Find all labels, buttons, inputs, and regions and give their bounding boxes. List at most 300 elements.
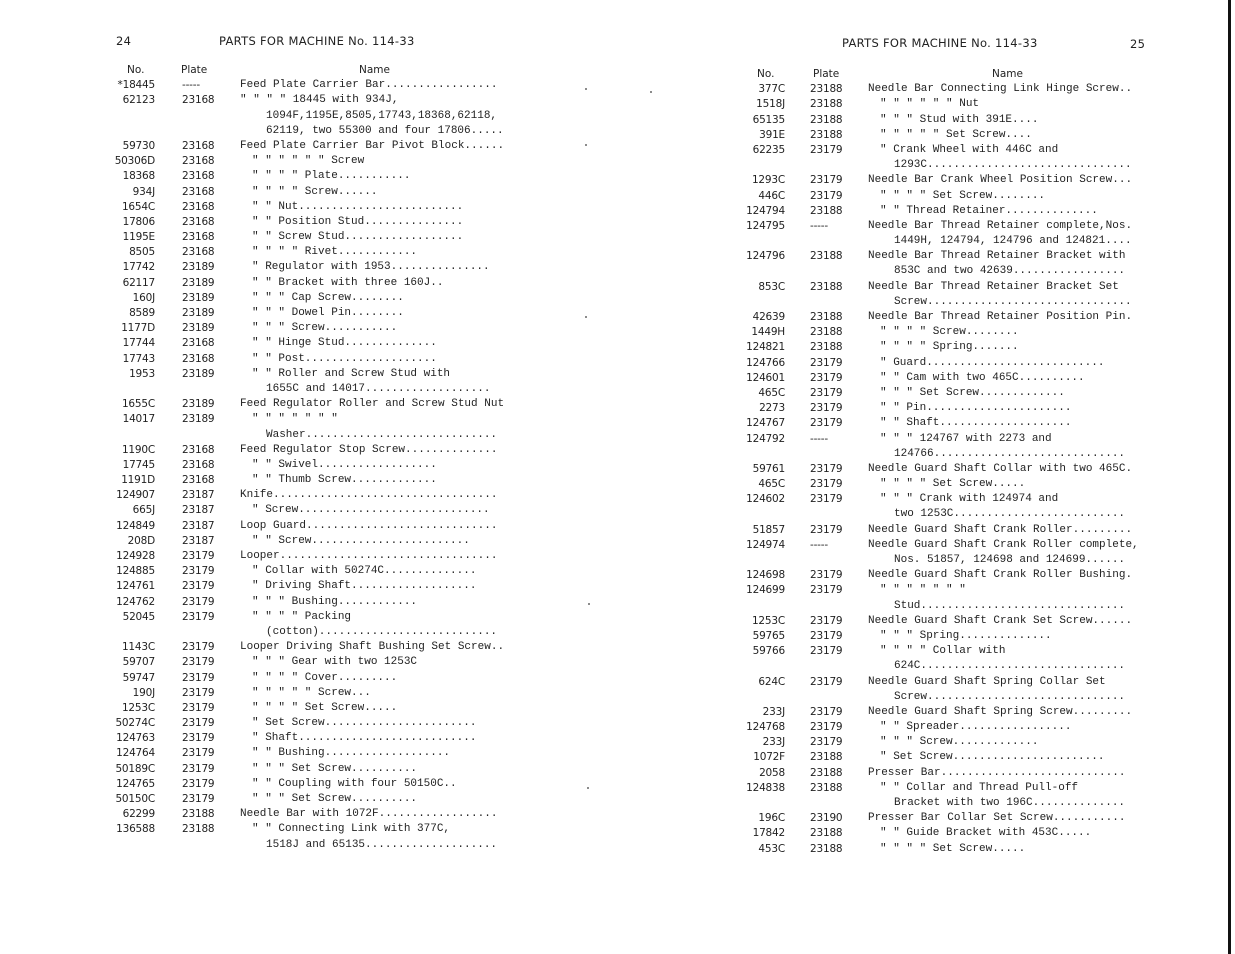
table-row	[735, 826, 1155, 841]
table-row	[735, 781, 1155, 796]
table-row	[735, 796, 1155, 811]
table-row	[735, 842, 1155, 857]
plate-number: 23168	[182, 215, 215, 228]
part-number: 1195E	[122, 231, 155, 244]
plate-number: 23189	[182, 276, 215, 289]
plate-number: 23179	[182, 762, 215, 775]
part-name: " " Post....................	[252, 352, 437, 365]
part-number: 124794	[746, 204, 785, 217]
table-row	[100, 443, 520, 458]
plate-number: 23179	[810, 386, 843, 399]
plate-number: 23168	[182, 474, 215, 487]
part-number: 853C	[758, 280, 785, 293]
plate-number: 23188	[182, 823, 215, 836]
table-row	[100, 519, 520, 534]
plate-number: 23179	[810, 143, 843, 156]
plate-number: 23188	[810, 311, 843, 323]
left-table-header	[100, 63, 520, 78]
left-page-title: PARTS FOR MACHINE No. 114-33	[219, 34, 415, 48]
left-page-number: 24	[116, 34, 132, 48]
part-name: " " " " " Set Screw....	[880, 128, 1032, 141]
plate-number: 23189	[182, 291, 215, 304]
part-name: " " " " " " Nut	[880, 98, 980, 111]
plate-number: 23179	[810, 736, 843, 749]
part-number: 391E	[759, 128, 785, 141]
part-name: Needle Bar Connecting Link Hinge Screw..	[868, 83, 1133, 96]
part-name: " " " 124767 with 2273 and	[880, 432, 1052, 445]
table-row	[735, 416, 1155, 431]
part-number: 196C	[758, 812, 785, 825]
part-name: " " " Bushing............	[252, 595, 418, 608]
part-number: 124768	[746, 721, 785, 734]
plate-number: 23188	[810, 128, 843, 141]
plate-number: 23187	[182, 489, 215, 502]
part-number: 1191D	[121, 474, 155, 487]
part-number: 377C	[758, 83, 785, 96]
plate-number: 23168	[182, 352, 215, 365]
table-row	[100, 579, 520, 594]
plate-number: 23179	[182, 641, 215, 654]
table-row	[100, 473, 520, 488]
table-row	[735, 447, 1155, 462]
table-row	[735, 507, 1155, 522]
part-name: " " " " Screw......	[252, 185, 378, 198]
scan-speck	[650, 91, 652, 93]
plate-number: 23179	[810, 417, 843, 430]
scan-speck	[587, 787, 589, 789]
part-name: " " " Gear with two 1253C	[252, 656, 418, 669]
part-name: " Crank Wheel with 446C and	[880, 143, 1059, 156]
table-row	[100, 701, 520, 716]
table-row	[735, 82, 1155, 97]
plate-number: 23168	[182, 443, 215, 456]
scan-speck	[585, 316, 587, 318]
part-number: 160J	[132, 291, 155, 304]
part-number: 2273	[759, 402, 785, 415]
table-row	[100, 93, 520, 108]
part-number: 17742	[122, 261, 155, 274]
table-row	[100, 412, 520, 427]
part-number: 624C	[758, 675, 785, 688]
plate-number: 23179	[810, 569, 843, 582]
plate-number: 23187	[182, 519, 215, 532]
table-row	[735, 553, 1155, 568]
part-name: " " " " Set Screw.....	[880, 842, 1026, 855]
part-number: 59761	[752, 462, 785, 475]
part-name: Needle Bar Thread Retainer Bracket with	[868, 250, 1126, 263]
part-name: " Regulator with 1953...............	[252, 261, 490, 274]
table-row	[100, 230, 520, 245]
part-name: " " " " Set Screw........	[880, 189, 1046, 202]
plate-number: 23188	[810, 766, 843, 779]
part-number: 17744	[122, 337, 155, 350]
part-name: " Driving Shaft...................	[252, 580, 477, 593]
part-name: " " " " Spring.......	[880, 341, 1019, 354]
right-page-title: PARTS FOR MACHINE No. 114-33	[842, 36, 1038, 50]
part-name: 1293C...............................	[894, 159, 1132, 172]
table-row	[735, 750, 1155, 765]
table-row	[735, 583, 1155, 598]
plate-number: 23179	[182, 610, 215, 623]
table-row	[735, 97, 1155, 112]
plate-number: 23179	[182, 580, 215, 593]
part-name: " " " Crank with 124974 and	[880, 493, 1059, 506]
plate-number: 23179	[810, 705, 843, 718]
plate-number: 23179	[810, 462, 843, 475]
part-name: " " Pin......................	[880, 402, 1072, 415]
part-number: 1449H	[751, 326, 785, 339]
part-name: Feed Regulator Roller and Screw Stud Nut	[240, 398, 505, 411]
scan-speck	[585, 88, 587, 90]
plate-number: 23179	[810, 189, 843, 202]
part-name: Presser Bar Collar Set Screw...........	[868, 812, 1126, 825]
table-row	[100, 488, 520, 503]
table-row	[735, 492, 1155, 507]
plate-number: -----	[810, 219, 828, 232]
part-name: " " Nut.........................	[252, 200, 464, 213]
part-number: 8505	[129, 246, 155, 259]
table-row	[735, 356, 1155, 371]
table-row	[735, 629, 1155, 644]
right-page-number: 25	[1130, 37, 1146, 51]
part-name: " " " " Packing	[252, 610, 352, 623]
table-row	[735, 234, 1155, 249]
table-row	[735, 523, 1155, 538]
table-row	[735, 204, 1155, 219]
table-row	[100, 215, 520, 230]
part-number: 1655C	[121, 398, 155, 411]
col-no-header: No.	[127, 64, 145, 76]
part-number: 190J	[132, 686, 155, 699]
table-row	[100, 367, 520, 382]
plate-number: 23179	[810, 493, 843, 506]
plate-number: 23179	[182, 701, 215, 714]
part-number: 2058	[759, 766, 785, 779]
part-name: Needle Guard Shaft Spring Collar Set	[868, 675, 1106, 688]
table-row	[735, 432, 1155, 447]
part-number: 124821	[746, 341, 785, 354]
part-number: 1143C	[121, 641, 155, 654]
part-number: 51857	[752, 523, 785, 536]
part-number: 465C	[758, 386, 785, 399]
part-name: " " " " Plate...........	[252, 170, 411, 183]
part-number: 17745	[122, 458, 155, 471]
part-name: " " " " Cover.........	[252, 671, 398, 684]
table-row	[735, 401, 1155, 416]
plate-number: 23188	[810, 781, 843, 794]
part-name: 624C...............................	[894, 660, 1126, 673]
plate-number: 23188	[810, 751, 843, 764]
part-name: " " Collar and Thread Pull-off	[880, 781, 1079, 794]
plate-number: 23168	[182, 155, 215, 168]
part-name: " " Roller and Screw Stud with	[252, 367, 451, 380]
part-number: 59707	[122, 656, 155, 669]
plate-number: 23179	[810, 629, 843, 642]
plate-number: 23188	[182, 808, 215, 821]
plate-number: 23179	[810, 371, 843, 384]
part-name: " " " Set Screw..........	[252, 762, 418, 775]
table-row	[100, 200, 520, 215]
part-name: " " Bracket with three 160J..	[252, 276, 444, 289]
part-name: " " Screw........................	[252, 534, 470, 547]
part-number: 453C	[758, 842, 785, 855]
part-name: " " Spreader.................	[880, 721, 1072, 734]
part-number: 124907	[116, 489, 155, 502]
table-row	[735, 766, 1155, 781]
part-name: 124766.............................	[894, 447, 1126, 460]
part-number: 233J	[762, 736, 785, 749]
part-number: 124885	[116, 565, 155, 578]
part-number: 665J	[132, 504, 155, 517]
part-number: 124928	[116, 550, 155, 562]
part-number: 124974	[746, 538, 785, 551]
table-row	[100, 625, 520, 640]
table-row	[735, 173, 1155, 188]
part-number: 62235	[752, 143, 785, 156]
plate-number: 23188	[810, 280, 843, 293]
part-name: " " Cam with two 465C..........	[880, 371, 1085, 384]
table-row	[100, 352, 520, 367]
plate-number: 23179	[182, 656, 215, 669]
part-name: Feed Plate Carrier Bar.................	[240, 79, 498, 92]
table-row	[735, 310, 1155, 325]
plate-number: -----	[810, 538, 828, 551]
table-row	[100, 306, 520, 321]
part-name: " " Swivel..................	[252, 458, 437, 471]
table-row	[100, 716, 520, 731]
part-name: (cotton)...........................	[266, 625, 498, 638]
part-name: " " Hinge Stud..............	[252, 337, 437, 350]
plate-number: 23179	[182, 550, 215, 562]
plate-number: 23189	[182, 398, 215, 411]
plate-number: -----	[810, 432, 828, 445]
part-number: 50150C	[115, 793, 155, 805]
part-name: " " " " " Screw...	[252, 686, 371, 699]
part-name: " " Position Stud...............	[252, 215, 464, 228]
part-number: 17743	[122, 352, 155, 365]
part-name: " " " " Rivet............	[252, 246, 418, 259]
plate-number: 23179	[810, 614, 843, 627]
part-name: " " " Dowel Pin........	[252, 307, 404, 319]
part-name: " " " " Set Screw.....	[252, 701, 398, 714]
part-number: 208D	[127, 534, 155, 547]
part-number: 50274C	[115, 717, 155, 730]
part-name: " Guard...........................	[880, 356, 1105, 369]
table-row	[735, 644, 1155, 659]
table-row	[100, 139, 520, 154]
part-name: " " " Set Screw.............	[880, 386, 1065, 399]
plate-number: 23168	[182, 231, 215, 244]
part-number: 124698	[746, 569, 785, 582]
part-number: 62123	[122, 94, 155, 107]
part-number: *18445	[117, 79, 155, 92]
plate-number: 23179	[810, 721, 843, 734]
part-number: 1953	[129, 367, 155, 380]
table-row	[735, 295, 1155, 310]
plate-number: 23188	[810, 341, 843, 354]
plate-number: 23189	[182, 307, 215, 319]
scan-speck	[585, 144, 587, 146]
plate-number: 23188	[810, 827, 843, 840]
part-name: " " " " Screw........	[880, 326, 1019, 339]
col-plate-header: Plate	[181, 64, 208, 76]
col-plate-header: Plate	[813, 68, 840, 80]
table-row	[100, 777, 520, 792]
part-name: Loop Guard.............................	[240, 519, 498, 532]
part-name: " " Guide Bracket with 453C.....	[880, 827, 1092, 840]
part-number: 59747	[122, 671, 155, 684]
table-row	[735, 477, 1155, 492]
plate-number: 23189	[182, 261, 215, 274]
plate-number: 23179	[810, 584, 843, 597]
right-parts-table	[735, 67, 1155, 857]
part-name: Looper Driving Shaft Bushing Set Screw..	[240, 641, 505, 654]
plate-number: 23189	[182, 413, 215, 426]
part-name: " Set Screw.......................	[252, 717, 477, 730]
table-row	[735, 538, 1155, 553]
part-number: 1190C	[121, 443, 155, 456]
part-name: " " " " Set Screw.....	[880, 478, 1026, 491]
plate-number: 23179	[182, 777, 215, 790]
part-name: Nos. 51857, 124698 and 124699......	[894, 554, 1126, 566]
part-number: 62117	[122, 276, 155, 289]
table-row	[735, 735, 1155, 750]
part-name: Screw..............................	[894, 690, 1126, 703]
part-name: " " Connecting Link with 377C,	[252, 823, 451, 836]
table-row	[100, 792, 520, 807]
part-number: 124765	[116, 777, 155, 790]
table-row	[735, 219, 1155, 234]
part-number: 124761	[116, 580, 155, 593]
right-table-header	[735, 67, 1155, 82]
part-name: " Collar with 50274C..............	[252, 565, 477, 578]
table-row	[100, 686, 520, 701]
part-name: " Screw.............................	[252, 504, 490, 517]
part-name: " " Thumb Screw.............	[252, 474, 437, 487]
table-row	[100, 109, 520, 124]
part-name: Presser Bar............................	[868, 766, 1126, 779]
plate-number: 23168	[182, 94, 215, 107]
plate-number: 23187	[182, 504, 215, 517]
table-row	[735, 189, 1155, 204]
col-no-header: No.	[757, 68, 775, 80]
table-row	[735, 264, 1155, 279]
part-name: 853C and two 42639.................	[894, 265, 1126, 278]
part-name: Knife..................................	[240, 489, 498, 502]
part-name: Needle Bar Thread Retainer Position Pin.	[868, 311, 1133, 323]
table-row	[735, 720, 1155, 735]
part-name: Needle Guard Shaft Collar with two 465C.	[868, 462, 1133, 475]
table-row	[100, 655, 520, 670]
part-number: 62299	[122, 808, 155, 821]
plate-number: 23179	[182, 793, 215, 805]
table-row	[735, 128, 1155, 143]
table-row	[100, 610, 520, 625]
table-row	[100, 564, 520, 579]
part-number: 124601	[746, 371, 785, 384]
plate-number: 23188	[810, 98, 843, 111]
table-row	[735, 371, 1155, 386]
part-name: " Shaft...........................	[252, 732, 477, 745]
part-name: Looper.................................	[240, 550, 498, 562]
plate-number: 23168	[182, 246, 215, 259]
part-name: " " Screw Stud..................	[252, 231, 464, 244]
plate-number: 23190	[810, 812, 843, 825]
part-name: Stud...............................	[894, 599, 1126, 612]
col-name-header: Name	[992, 68, 1023, 80]
plate-number: 23188	[810, 113, 843, 126]
part-number: 124699	[746, 584, 785, 597]
part-number: 124767	[746, 417, 785, 430]
table-row	[100, 245, 520, 260]
table-row	[735, 158, 1155, 173]
part-number: 124766	[746, 356, 785, 369]
part-number: 124796	[746, 250, 785, 263]
plate-number: 23179	[182, 565, 215, 578]
table-row	[100, 78, 520, 93]
plate-number: 23179	[810, 356, 843, 369]
plate-number: 23188	[810, 204, 843, 217]
part-name: Needle Guard Shaft Crank Roller.........	[868, 523, 1133, 536]
part-name: 1518J and 65135....................	[266, 838, 498, 851]
plate-number: 23187	[182, 534, 215, 547]
part-name: Needle Guard Shaft Crank Roller Bushing.	[868, 569, 1133, 582]
part-name: " " " Stud with 391E....	[880, 113, 1039, 126]
part-name: Needle Bar with 1072F..................	[240, 808, 498, 821]
part-number: 124849	[116, 519, 155, 532]
part-name: Screw...............................	[894, 295, 1132, 308]
part-name: 1449H, 124794, 124796 and 124821....	[894, 235, 1132, 248]
plate-number: 23168	[182, 337, 215, 350]
table-row	[100, 321, 520, 336]
plate-number: 23179	[182, 717, 215, 730]
part-number: 124602	[746, 493, 785, 506]
part-name: " " " " " " Screw	[252, 155, 365, 168]
part-number: 124763	[116, 732, 155, 745]
plate-number: 23168	[182, 200, 215, 213]
plate-number: 23188	[810, 83, 843, 96]
part-name: " " " " 18445 with 934J,	[240, 94, 399, 107]
table-row	[100, 746, 520, 761]
table-row	[735, 568, 1155, 583]
table-row	[735, 614, 1155, 629]
plate-number: 23168	[182, 170, 215, 183]
table-row	[100, 336, 520, 351]
table-row	[735, 280, 1155, 295]
part-number: 1253C	[751, 614, 785, 627]
table-row	[100, 807, 520, 822]
part-name: Needle Guard Shaft Spring Screw.........	[868, 705, 1133, 718]
plate-number: 23188	[810, 250, 843, 263]
plate-number: 23179	[182, 747, 215, 760]
table-row	[735, 462, 1155, 477]
part-name: 62119, two 55300 and four 17806.....	[266, 124, 504, 137]
table-row	[100, 671, 520, 686]
table-row	[100, 185, 520, 200]
part-number: 1518J	[756, 98, 785, 111]
part-number: 18368	[122, 170, 155, 183]
part-number: 1293C	[751, 174, 785, 187]
part-number: 136588	[116, 823, 155, 836]
part-name: " " Bushing...................	[252, 747, 451, 760]
table-row	[100, 260, 520, 275]
part-number: 42639	[752, 311, 785, 323]
plate-number: 23179	[182, 671, 215, 684]
part-name: " " " " Collar with	[880, 645, 1006, 658]
part-number: 59730	[122, 139, 155, 152]
plate-number: -----	[182, 79, 200, 92]
left-parts-table	[100, 63, 520, 853]
